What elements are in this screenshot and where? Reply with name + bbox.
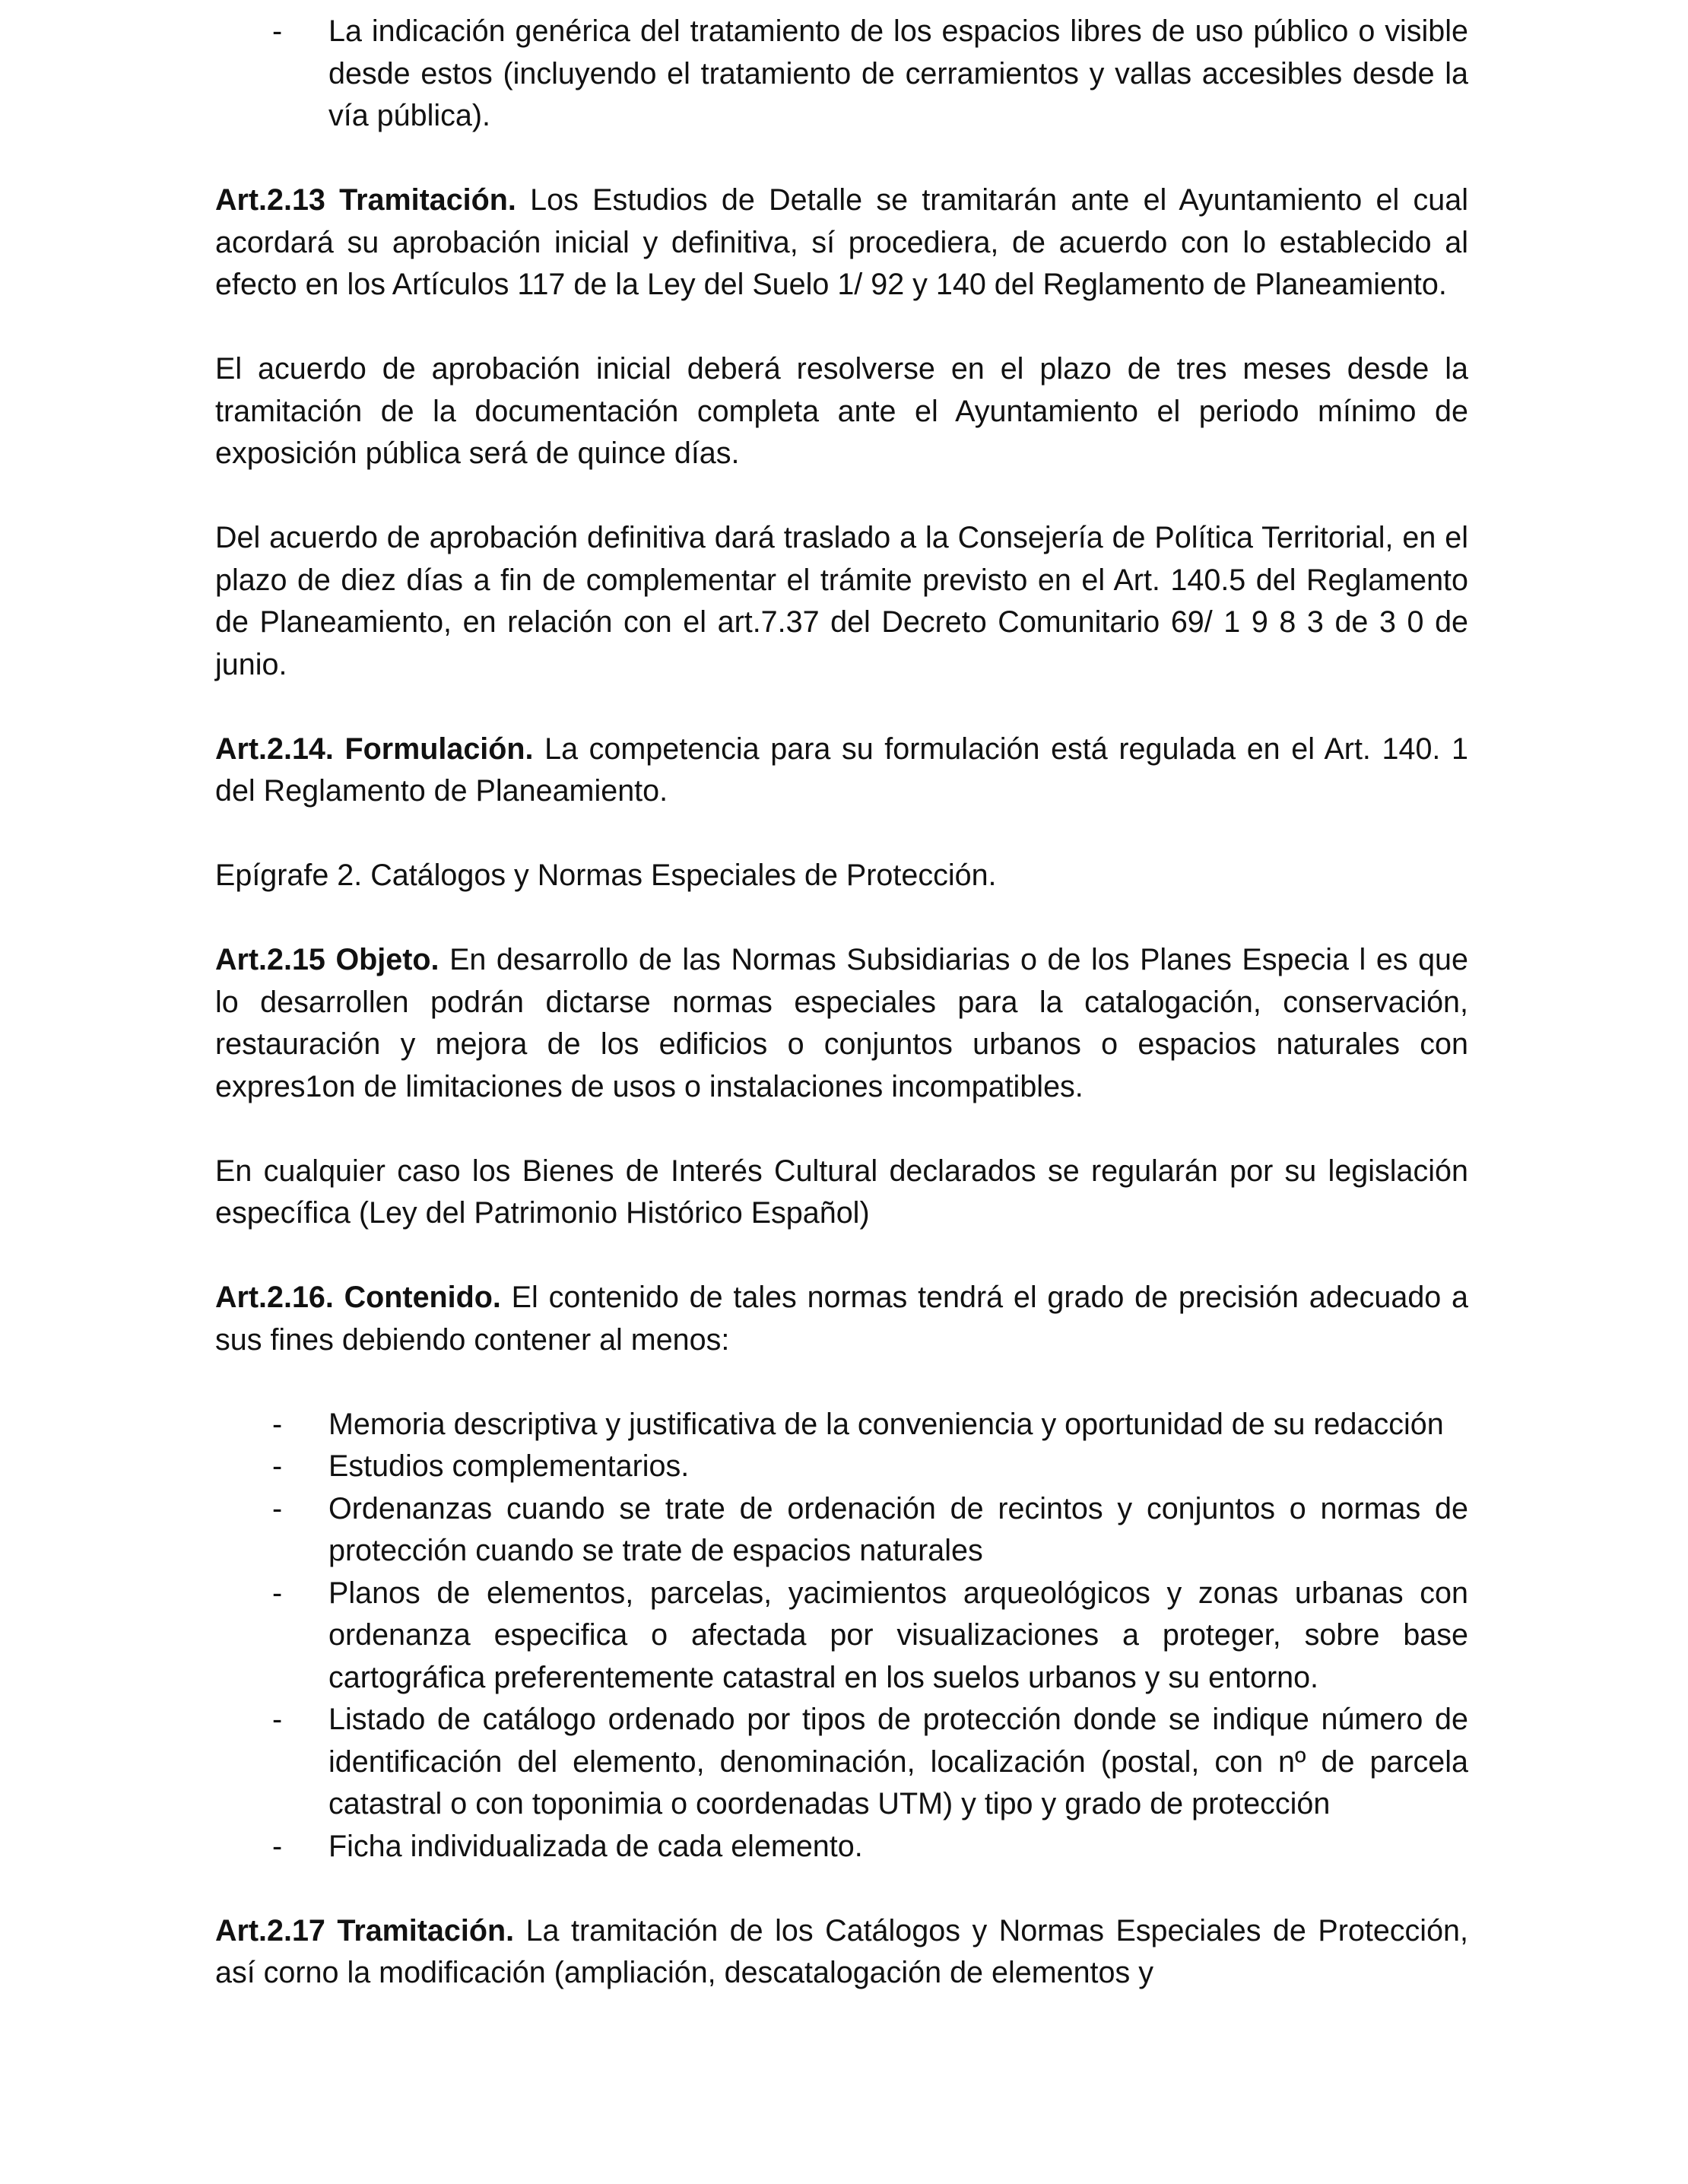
list-dash: - <box>272 1407 283 1441</box>
document-page <box>215 11 1468 1995</box>
article-heading: Art.2.17 Tramitación. <box>215 1913 515 1948</box>
article-2-16 <box>215 1277 1468 1361</box>
list-item: - Ficha individualizada de cada elemento. <box>215 1826 1468 1868</box>
list-item: - Listado de catálogo ordenado por tipos de protección donde se indique número de identificación del elemento, denominación, localización (postal, con nº de parcela catastral o con toponimia o coordenadas UTM) y tipo y grado de protección <box>215 1699 1468 1826</box>
list-dash: - <box>272 1576 283 1610</box>
article-2-17 <box>215 1910 1468 1995</box>
list-item: - Ordenanzas cuando se trate de ordenación de recintos y conjuntos o normas de protección cuando se trate de espacios naturales <box>215 1488 1468 1573</box>
article-text: El contenido de tales normas tendrá el grado de precisión adecuado a sus fines debiendo contener al menos: <box>215 1281 1469 1357</box>
epigrafe-heading: Epígrafe 2. Catálogos y Normas Especiales de Protección. <box>215 859 997 892</box>
top-bullet-list <box>215 11 1468 138</box>
article-heading: Art.2.16. Contenido. <box>215 1281 501 1314</box>
list-dash: - <box>272 14 283 48</box>
paragraph-acuerdo-inicial: El acuerdo de aprobación inicial deberá resolverse en el plazo de tres meses desde la tramitación de la documentación completa ante el Ayuntamiento el periodo mínimo de exposición pública será de quince días. <box>215 352 1468 470</box>
article-heading: Art.2.14. Formulación. <box>215 732 534 766</box>
article-text: En desarrollo de las Normas Subsidiarias o de los Planes Especia l es que lo desarrollen podrán dictarse normas especiales para la catalogación, conservación, restauración y mejora de los edificios o conjuntos urbanos o espacios naturales con expres1on de limitaciones de usos o instalaciones incompatibles. <box>215 943 1468 1103</box>
list-item: - Estudios complementarios. <box>215 1446 1468 1488</box>
list-item: - Planos de elementos, parcelas, yacimientos arqueológicos y zonas urbanas con ordenanza especifica o afectada por visualizaciones a proteger, sobre base cartográfica preferentemente catastral en los suelos urbanos y su entorno. <box>215 1573 1468 1700</box>
article-heading: Art.2.13 Tramitación. <box>215 183 516 217</box>
article-2-13 <box>215 179 1468 306</box>
article-text: La tramitación de los Catálogos y Normas Especiales de Protección, así corno la modificación (ampliación, descatalogación de elementos y <box>215 1913 1468 1989</box>
list-dash: - <box>272 1703 283 1736</box>
list-dash: - <box>272 1491 283 1525</box>
paragraph-acuerdo-definitiva: Del acuerdo de aprobación definitiva dará traslado a la Consejería de Política Territorial, en el plazo de diez días a fin de complementar el trámite previsto en el Art. 140.5 del Reglamento de Planeamiento, en relación con el art.7.37 del Decreto Comunitario 69/ 1 9 8 3 de 3 0 de junio. <box>215 521 1468 681</box>
list-dash: - <box>272 1829 283 1863</box>
article-2-15 <box>215 939 1468 1108</box>
article-text: Los Estudios de Detalle se tramitarán ante el Ayuntamiento el cual acordará su aprobación inicial y definitiva, sí procediera, de acuerdo con lo establecido al efecto en los Artículos 117 de la Ley del Suelo 1/ 92 y 140 del Reglamento de Planeamiento. <box>215 183 1469 301</box>
list-item: - Memoria descriptiva y justificativa de la conveniencia y oportunidad de su redacción <box>215 1404 1468 1446</box>
list-item: - La indicación genérica del tratamiento de los espacios libres de uso público o visible desde estos (incluyendo el tratamiento de cerramientos y vallas accesibles desde la vía pública). <box>215 11 1468 138</box>
article-text: La competencia para su formulación está regulada en el Art. 140. 1 del Reglamento de Planeamiento. <box>215 732 1468 808</box>
paragraph-bienes-interes-cultural: En cualquier caso los Bienes de Interés Cultural declarados se regularán por su legislación específica (Ley del Patrimonio Histórico Español) <box>215 1154 1468 1230</box>
contenido-bullet-list <box>215 1404 1468 1868</box>
article-heading: Art.2.15 Objeto. <box>215 943 439 976</box>
list-dash: - <box>272 1449 283 1483</box>
article-2-14 <box>215 729 1468 813</box>
